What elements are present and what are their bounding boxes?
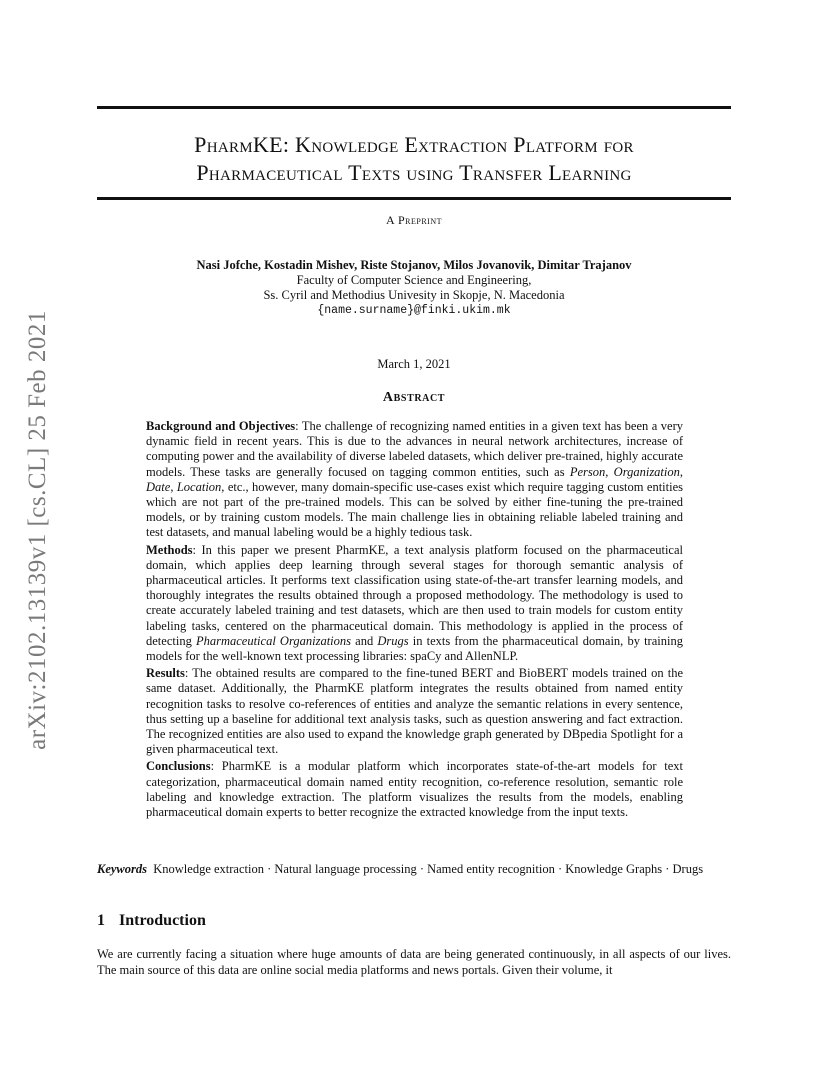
bottom-rule — [97, 197, 731, 200]
abstract-heading: Abstract — [382, 390, 446, 405]
keywords — [97, 861, 731, 877]
section-heading — [97, 912, 206, 930]
affiliation-line-2: Ss. Cyril and Methodius Univesity in Skopje, N. Macedonia — [263, 288, 565, 302]
abstract-background — [146, 419, 683, 541]
section-title: Introduction — [119, 912, 206, 929]
methods-emphasis-2: Drugs — [377, 633, 409, 648]
background-text-b: , etc., however, many domain-specific use-cases exist which require tagging custom entities which are not part of the pre-trained models. This can be solved by either fine-tuning the pre-trained models, or by training custom models. The main challenge lies in obtaining reliable labeled training and test datasets, and manual labeling would be a highly tedious task. — [146, 479, 684, 540]
entity-organization: Organization — [613, 464, 680, 479]
keywords-text: Knowledge extraction · Natural language processing · Named entity recognition · Knowledge Graphs · Drugs — [153, 862, 704, 876]
abstract-conclusions — [146, 759, 683, 820]
methods-text-a: : In this paper we present PharmKE, a text analysis platform focused on the pharmaceutical domain, which applies deep learning through several stages for thorough semantic analysis of pharmaceutical articles. It performs text classification using state-of-the-art transfer learning models, and thoroughly integrates the results obtained through a proposed methodology. The methodology is used to create accurately labeled training and test datasets, which are then used to train models for custom entity labeling tasks, centered on the pharmaceutical domain. This methodology is applied in the process of detecting — [146, 542, 683, 648]
section-number: 1 — [97, 912, 105, 929]
entity-sep-2: , — [679, 464, 684, 479]
abstract-body — [146, 419, 683, 822]
methods-text-b: in texts from the pharmaceutical domain, by training models for the well-known text processing libraries: spaCy and AllenNLP. — [146, 633, 683, 664]
arxiv-identifier: arXiv:2102.13139v1 [cs.CL] 25 Feb 2021 — [24, 310, 51, 750]
paper-title — [97, 131, 731, 187]
title-line-2: Pharmaceutical Texts using Transfer Learning — [196, 160, 632, 185]
entity-sep-1: , — [605, 464, 614, 479]
entity-date: Date — [146, 479, 171, 494]
intro-paragraph: We are currently facing a situation where huge amounts of data are being generated continuously, in all aspects of our lives. The main source of this data are online social media platforms and news portals. Given their volume, it — [97, 947, 731, 977]
title-line-1: PharmKE: Knowledge Extraction Platform for — [194, 132, 634, 157]
methods-and: and — [351, 633, 378, 648]
conclusions-text: : PharmKE is a modular platform which incorporates state-of-the-art models for text categorization, pharmaceutical domain named entity recognition, co-reference resolution, semantic role labeling and knowledge extraction. The platform visualizes the results from the models, enabling pharmaceutical domain experts to better recognize the extracted knowledge from the input texts. — [146, 759, 683, 820]
entity-location: Location — [176, 479, 222, 494]
author-email: {name.surname}@finki.ukim.mk — [317, 304, 511, 317]
preprint-label: A Preprint — [385, 213, 442, 227]
abstract-methods — [146, 543, 683, 665]
conclusions-label: Conclusions — [146, 759, 211, 774]
results-text: : The obtained results are compared to the fine-tuned BERT and BioBERT models trained on the same dataset. Additionally, the PharmKE platform integrates the results obtained from named entity recognition tasks to resolve co-references of entities and analyze the semantic relations in every sentence, thus setting up a baseline for additional text analysis tasks, such as question answering and fact extraction. The recognized entities are also used to expand the knowledge graph generated by DBpedia Spotlight for a given pharmaceutical text. — [146, 666, 683, 757]
affiliation-line-1: Faculty of Computer Science and Engineering, — [296, 273, 532, 287]
methods-label: Methods — [146, 542, 193, 557]
keywords-label: Keywords — [97, 862, 147, 876]
top-rule — [97, 106, 731, 109]
entity-person: Person — [569, 464, 606, 479]
entity-sep-3: , — [170, 479, 177, 494]
paper-date: March 1, 2021 — [377, 357, 451, 371]
background-label: Background and Objectives — [146, 419, 296, 433]
background-text-a: : The challenge of recognizing named entities in a given text has been a very dynamic field in recent years. This is due to the advances in neural network architectures, increase of computing power and the availability of diverse labeled datasets, which deliver pre-trained, highly accurate models. These tasks are generally focused on tagging common entities, such as — [146, 419, 683, 479]
results-label: Results — [146, 666, 185, 681]
author-names: Nasi Jofche, Kostadin Mishev, Riste Stojanov, Milos Jovanovik, Dimitar Trajanov — [196, 258, 632, 272]
methods-emphasis-1: Pharmaceutical Organizations — [195, 633, 352, 648]
author-block — [97, 258, 731, 318]
abstract-results — [146, 666, 683, 757]
